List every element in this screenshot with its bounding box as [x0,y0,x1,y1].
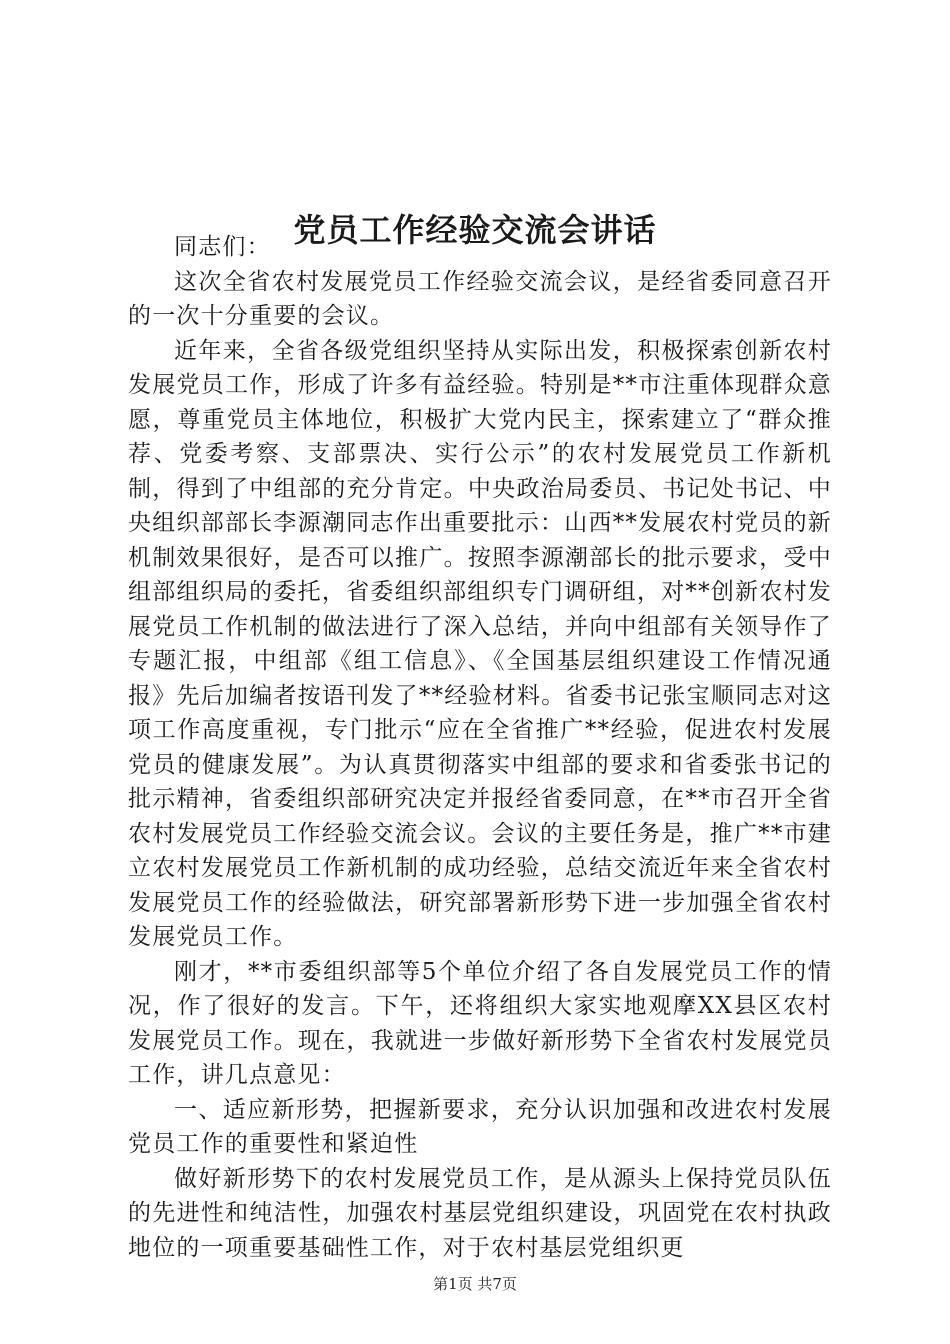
document-title: 党员工作经验交流会讲话 [293,211,657,250]
paragraph-1: 这次全省农村发展党员工作经验交流会议，是经省委同意召开的一次十分重要的会议。 [128,268,832,329]
document-body [128,230,832,1265]
page-number-footer: 第1页 共7页 [433,1275,517,1293]
section-heading-1: 一、适应新形势，把握新要求，充分认识加强和改进农村发展党员工作的重要性和紧迫性 [128,1096,832,1157]
paragraph-4: 做好新形势下的农村发展党员工作，是从源头上保持党员队伍的先进性和纯洁性，加强农村基层党组织建设，巩固党在农村执政地位的一项重要基础性工作，对于农村基层党组织更 [128,1165,832,1261]
paragraph-2: 近年来，全省各级党组织坚持从实际出发，积极探索创新农村发展党员工作，形成了许多有益经验。特别是**市注重体现群众意愿，尊重党员主体地位，积极扩大党内民主，探索建立了“群众推荐、党委考察、支部票决、实行公示”的农村发展党员工作新机制，得到了中组部的充分肯定。中央政治局委员、书记处书记、中央组织部部长李源潮同志作出重要批示：山西**发展农村党员的新机制效果很好，是否可以推广。按照李源潮部长的批示要求，受中组部组织局的委托，省委组织部组织专门调研组，对**创新农村发展党员工作机制的做法进行了深入总结，并向中组部有关领导作了专题汇报，中组部《组工信息》、《全国基层组织建设工作情况通报》先后加编者按语刊发了**经验材料。省委书记张宝顺同志对这项工作高度重视，专门批示“应在全省推广**经验，促进农村发展党员的健康发展”。为认真贯彻落实中组部的要求和省委张书记的批示精神，省委组织部研究决定并报经省委同意，在**市召开全省农村发展党员工作经验交流会议。会议的主要任务是，推广**市建立农村发展党员工作新机制的成功经验，总结交流近年来全省农村发展党员工作的经验做法，研究部署新形势下进一步加强全省农村发展党员工作。 [128,337,832,950]
paragraph-3: 刚才，**市委组织部等5个单位介绍了各自发展党员工作的情况，作了很好的发言。下午，还将组织大家实地观摩XX县区农村发展党员工作。现在，我就进一步做好新形势下全省农村发展党员工作，讲几点意见： [128,958,832,1088]
paragraph-salutation: 同志们： [174,234,271,260]
